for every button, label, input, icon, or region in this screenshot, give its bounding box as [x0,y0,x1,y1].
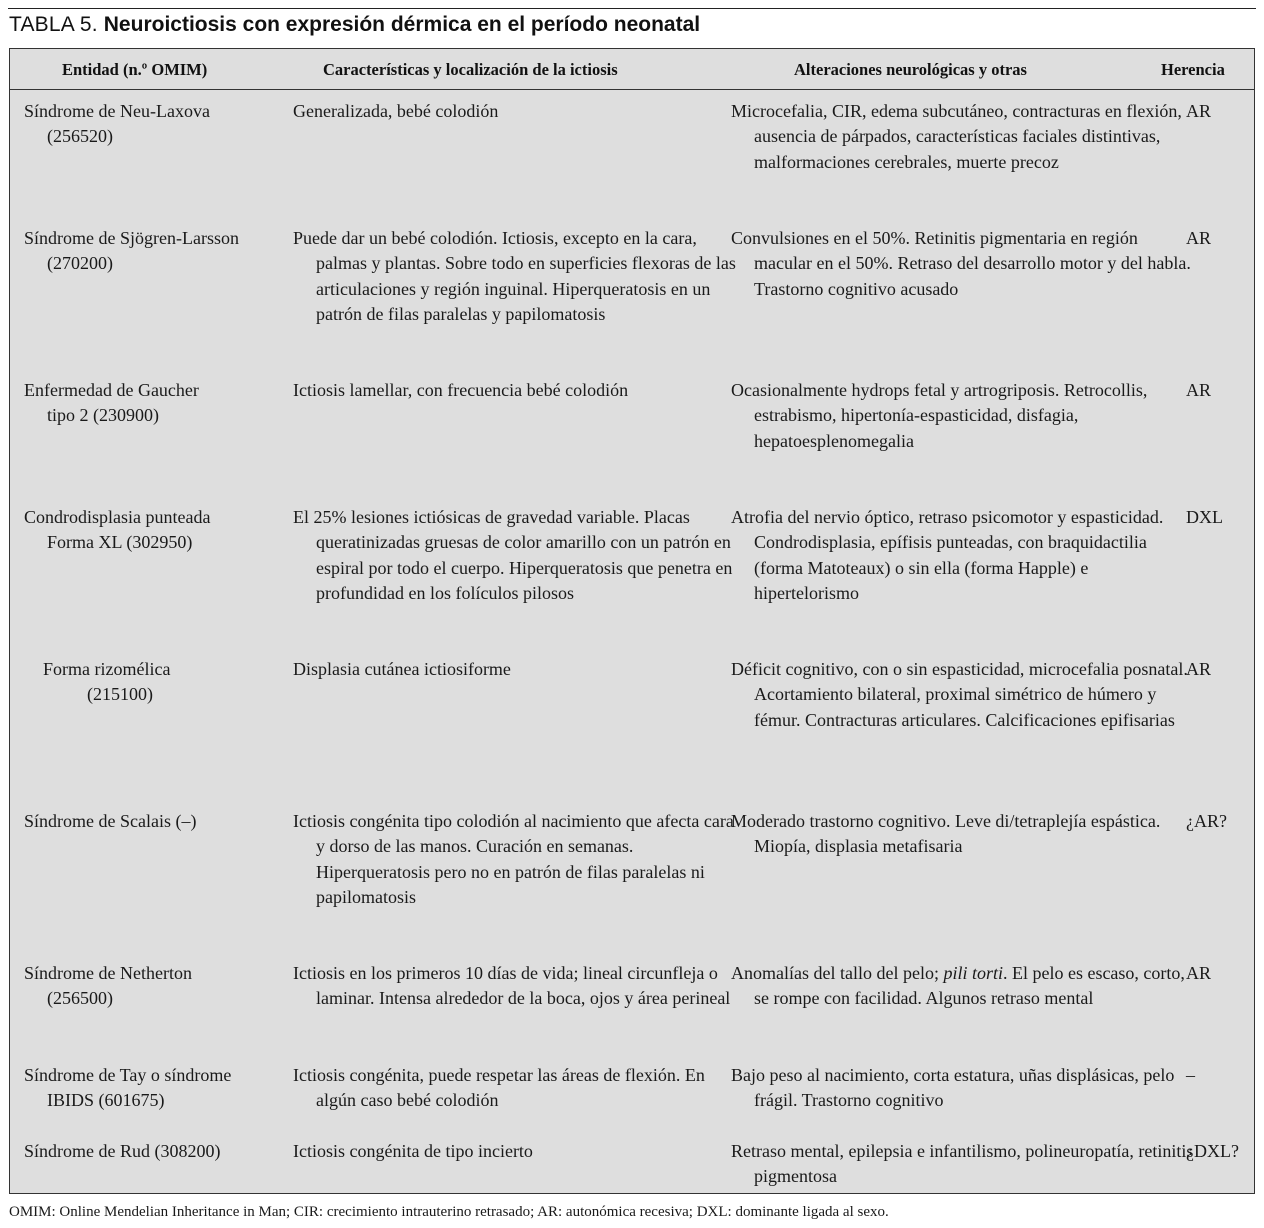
table-title [9,12,700,37]
entity-code: Forma XL (302950) [47,532,193,553]
entity-cell [24,809,279,834]
features-cell: Displasia cutánea ictiosiforme [293,659,511,679]
entity-code: (270200) [47,253,113,274]
table-title-text: Neuroictiosis con expresión dérmica en el período neonatal [103,13,701,36]
table-panel [9,48,1255,1194]
table-header-row [10,49,1254,90]
inheritance-cell: AR [1186,228,1212,248]
neuro-cell: Atrofia del nervio óptico, retraso psicomotor y espasticidad. Condrodisplasia, epífisis punteadas, con braquidactilia (forma Matoteaux) o sin ella (forma Happle) e hipertelorismo [731,507,1164,603]
neuro-cell: Retraso mental, epilepsia e infantilismo, polineuropatía, retinitis pigmentosa [731,1141,1194,1187]
features-cell: Puede dar un bebé colodión. Ictiosis, excepto en la cara, palmas y plantas. Sobre todo en superficies flexoras de las articulaciones y región inguinal. Hiperqueratosis en un patrón de filas paralelas y papilomatosis [293,228,736,324]
entity-code: (256520) [47,126,113,147]
entity-cell [24,378,279,429]
inheritance-cell: ¿AR? [1186,811,1227,831]
neuro-cell: Microcefalia, CIR, edema subcutáneo, contracturas en flexión, ausencia de párpados, características faciales distintivas, malformaciones cerebrales, muerte precoz [731,101,1182,172]
features-cell: Ictiosis en los primeros 10 días de vida; lineal circunfleja o laminar. Intensa alrededor de la boca, ojos y área perineal [293,963,731,1009]
features-cell: Ictiosis congénita, puede respetar las áreas de flexión. En algún caso bebé colodión [293,1065,705,1111]
entity-code: (256500) [47,988,113,1009]
entity-cell [24,505,279,556]
entity-code: (215100) [87,684,153,705]
neuro-cell: Convulsiones en el 50%. Retinitis pigmentaria en región macular en el 50%. Retraso del desarrollo motor y del habla. Trastorno cognitivo acusado [731,228,1191,299]
features-cell: El 25% lesiones ictiósicas de gravedad variable. Placas queratinizadas gruesas de color amarillo con un patrón en espiral por todo el cuerpo. Hiperqueratosis que penetra en profundidad en los folículos pilosos [293,507,733,603]
inheritance-cell: DXL [1186,507,1223,527]
inheritance-cell: ¿DXL? [1186,1141,1239,1161]
neuro-text-pre: Anomalías del tallo del pelo; [731,963,944,983]
neuro-cell: Bajo peso al nacimiento, corta estatura, uñas displásicas, pelo frágil. Trastorno cognitivo [731,1065,1175,1111]
entity-cell [24,226,279,277]
table-label: TABLA 5. [9,13,98,36]
table-footnote: OMIM: Online Mendelian Inheritance in Man; CIR: crecimiento intrauterino retrasado; AR: autonómica recesiva; DXL: dominante ligada al sexo. [9,1204,889,1220]
entity-name: Síndrome de Rud (308200) [24,1141,221,1161]
entity-code: IBIDS (601675) [47,1090,165,1111]
entity-name: Síndrome de Netherton [24,963,192,983]
entity-cell [24,1139,279,1164]
neuro-cell: Ocasionalmente hydrops fetal y artrogriposis. Retrocollis, estrabismo, hipertonía-espasticidad, disfagia, hepatoesplenomegalia [731,380,1148,451]
top-rule [8,8,1256,9]
neuro-cell [731,961,1194,1012]
entity-name: Síndrome de Tay o síndrome [24,1065,232,1085]
features-cell: Ictiosis congénita de tipo incierto [293,1141,533,1161]
header-entity: Entidad (n.º OMIM) [62,60,208,79]
inheritance-cell: AR [1186,659,1212,679]
neuro-cell: Moderado trastorno cognitivo. Leve di/tetraplejía espástica. Miopía, displasia metafisaria [731,811,1161,857]
inheritance-cell: AR [1186,380,1212,400]
entity-cell [24,1063,279,1114]
entity-name: Condrodisplasia punteada [24,507,211,527]
inheritance-cell: AR [1186,963,1212,983]
entity-cell [24,99,279,150]
entity-cell [24,961,279,1012]
entity-name: Síndrome de Scalais (–) [24,811,197,831]
entity-name: Forma rizomélica [43,659,171,679]
header-features: Características y localización de la ictiosis [323,60,618,79]
entity-name: Síndrome de Sjögren-Larsson [24,228,239,248]
neuro-cell: Déficit cognitivo, con o sin espasticidad, microcefalia posnatal. Acortamiento bilateral, proximal simétrico de húmero y fémur. Contracturas articulares. Calcificaciones epifisarias [731,659,1188,730]
neuro-text-italic: pili torti [943,963,1003,983]
inheritance-cell: AR [1186,101,1212,121]
header-inheritance: Herencia [1161,60,1225,79]
neuro-text-post: . El pelo es escaso, corto, se rompe con facilidad. Algunos retraso mental [754,963,1185,1009]
inheritance-cell: – [1186,1065,1195,1085]
features-cell: Generalizada, bebé colodión [293,101,499,121]
entity-name: Enfermedad de Gaucher [24,380,199,400]
entity-name: Síndrome de Neu-Laxova [24,101,210,121]
features-cell: Ictiosis lamellar, con frecuencia bebé colodión [293,380,629,400]
entity-cell [43,657,279,708]
entity-code: tipo 2 (230900) [47,405,159,426]
header-neuro: Alteraciones neurológicas y otras [794,60,1027,79]
features-cell: Ictiosis congénita tipo colodión al nacimiento que afecta cara y dorso de las manos. Curación en semanas. Hiperqueratosis pero no en patrón de filas paralelas ni papilomatosis [293,811,734,907]
